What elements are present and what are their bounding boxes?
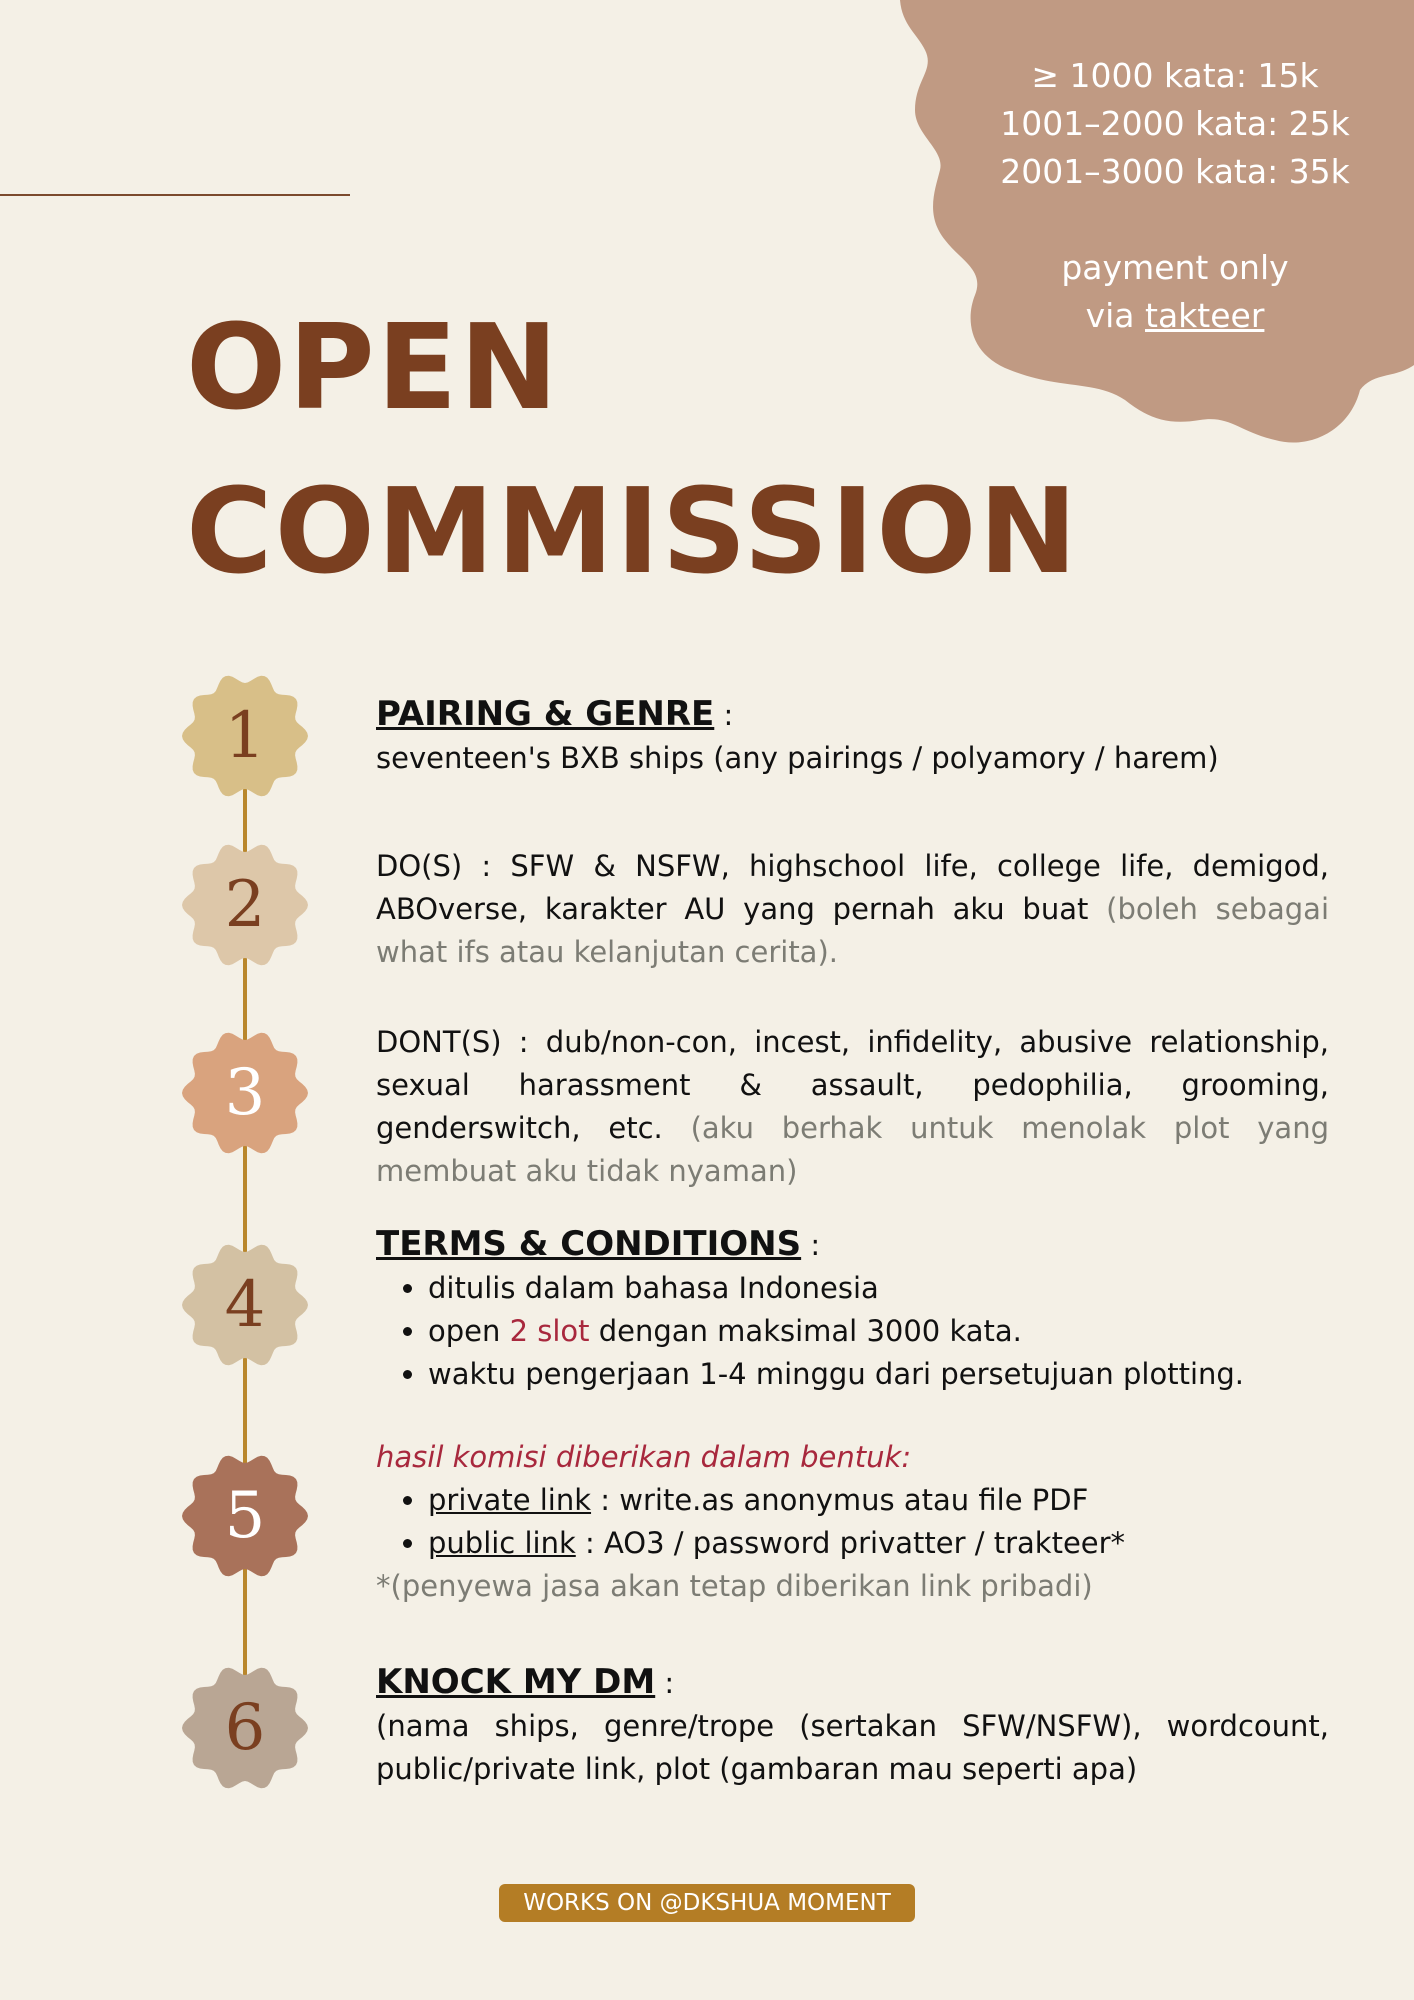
price-tier-1: ≥ 1000 kata: 15k	[1031, 56, 1319, 95]
pairing-section: PAIRING & GENRE : seventeen's BXB ships (any pairings / polyamory / harem)	[376, 693, 1329, 780]
pairing-heading: PAIRING & GENRE	[376, 694, 715, 734]
step-number-2: 2	[224, 868, 266, 942]
terms-item: • ditulis dalam bahasa Indonesia	[428, 1267, 1329, 1310]
slot-count: 2 slot	[509, 1314, 590, 1348]
step-badge-1	[180, 671, 310, 801]
dos-section	[376, 845, 1329, 974]
step-badge-3	[180, 1028, 310, 1158]
results-item-public: • public link : AO3 / password privatter / trakteer*	[428, 1522, 1329, 1565]
step-number-4: 4	[224, 1268, 266, 1342]
payment-line: payment only	[1061, 248, 1289, 287]
step-badge-2	[180, 840, 310, 970]
step-number-5: 5	[224, 1479, 266, 1553]
donts-note: (aku berhak untuk menolak plot yang membuat aku tidak nyaman)	[376, 1111, 1329, 1188]
page-title-commission: COMMISSION	[186, 462, 1080, 600]
pairing-text: seventeen's BXB ships (any pairings / polyamory / harem)	[376, 741, 1219, 775]
step-badge-5	[180, 1451, 310, 1581]
results-item-private: • private link : write.as anonymus atau file PDF	[428, 1479, 1329, 1522]
public-link-label: public link	[428, 1526, 576, 1560]
terms-heading: TERMS & CONDITIONS	[376, 1224, 802, 1264]
page-title-open: OPEN	[186, 298, 561, 436]
price-tier-3: 2001–3000 kata: 35k	[1000, 152, 1350, 191]
step-number-1: 1	[224, 699, 266, 773]
terms-list	[376, 1267, 1329, 1396]
results-section	[376, 1436, 1329, 1608]
step-number-6: 6	[224, 1691, 266, 1765]
donts-section	[376, 1021, 1329, 1193]
dm-section: KNOCK MY DM : (nama ships, genre/trope (sertakan SFW/NSFW), wordcount, public/private link, plot (gambaran mau seperti apa)	[376, 1661, 1329, 1791]
dm-text: (nama ships, genre/trope (sertakan SFW/NSFW), wordcount, public/private link, plot (gambaran mau seperti apa)	[376, 1709, 1329, 1786]
payment-via: via takteer	[1085, 296, 1265, 335]
step-badge-4	[180, 1240, 310, 1370]
footer-badge: WORKS ON @DKSHUA MOMENT	[499, 1884, 915, 1922]
private-link-label: private link	[428, 1483, 592, 1517]
dos-text: DO(S) : SFW & NSFW, highschool life, college life, demigod, ABOverse, karakter AU yang pernah aku buat	[376, 849, 1329, 926]
terms-section: TERMS & CONDITIONS : • ditulis dalam bahasa Indonesia • open 2 slot dengan maksimal 3000 kata. • waktu pengerjaan 1-4 minggu dari persetujuan plotting.	[376, 1223, 1329, 1396]
results-note: *(penyewa jasa akan tetap diberikan link pribadi)	[376, 1569, 1093, 1603]
takteer-link[interactable]: takteer	[1145, 296, 1265, 335]
step-badge-6	[180, 1663, 310, 1793]
donts-text: DONT(S) : dub/non-con, incest, infidelity, abusive relationship, sexual harassment & assault, pedophilia, grooming, genderswitch, etc.	[376, 1025, 1329, 1145]
price-list	[940, 52, 1410, 340]
dm-heading: KNOCK MY DM	[376, 1662, 656, 1702]
terms-item: • waktu pengerjaan 1-4 minggu dari persetujuan plotting.	[428, 1353, 1329, 1396]
decorative-line	[0, 194, 350, 196]
terms-item: • open 2 slot dengan maksimal 3000 kata.	[428, 1310, 1329, 1353]
price-tier-2: 1001–2000 kata: 25k	[1000, 104, 1350, 143]
results-list	[376, 1479, 1329, 1565]
results-heading: hasil komisi diberikan dalam bentuk:	[376, 1440, 912, 1474]
dos-note: (boleh sebagai what ifs atau kelanjutan cerita).	[376, 892, 1329, 969]
step-number-3: 3	[224, 1056, 266, 1130]
